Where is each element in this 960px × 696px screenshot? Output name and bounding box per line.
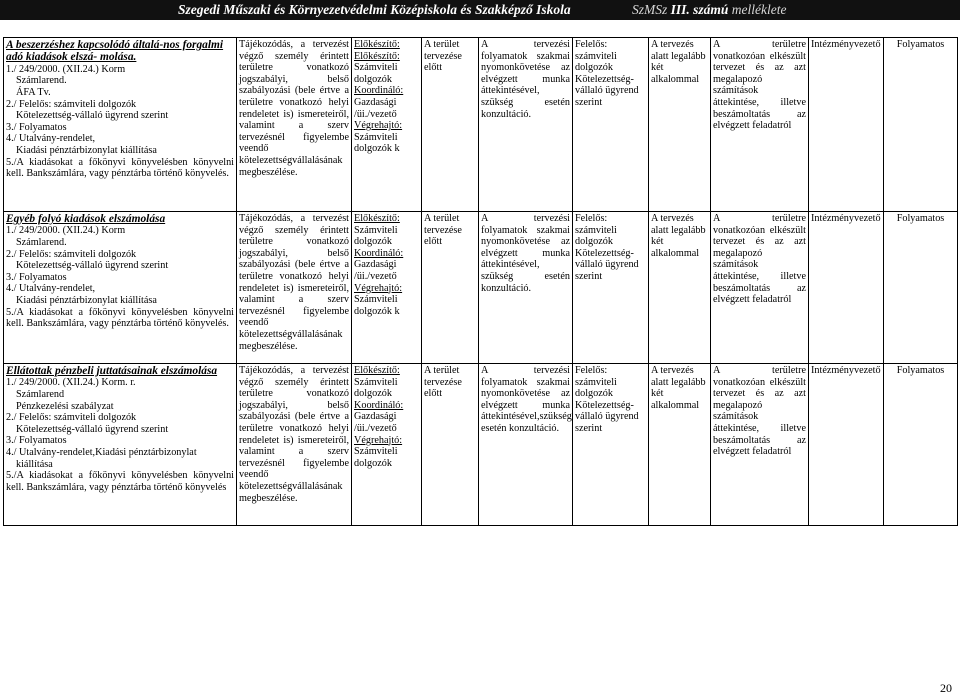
task-line: 4./ Utalvány-rendelet, xyxy=(6,283,96,295)
responsible-cell xyxy=(573,364,649,526)
task-line: ÁFA Tv. xyxy=(16,87,51,98)
role-line: Előkészítő: xyxy=(354,213,400,224)
frequency-text: Folyamatos xyxy=(896,213,945,224)
task-line: 3./ Folyamatos xyxy=(6,121,67,133)
responsible-line: vállaló ügyrend xyxy=(575,411,639,423)
role-line: Gazdasági xyxy=(354,411,397,423)
approval-cell xyxy=(711,212,809,364)
frequency-cell xyxy=(884,38,958,212)
role-line: /üi./vezető xyxy=(354,270,397,282)
head-cell xyxy=(809,364,884,526)
task-line: Számlarend. xyxy=(16,237,67,248)
task-line: 2./ Felelős: számviteli dolgozók xyxy=(6,98,137,110)
responsible-line: szerint xyxy=(575,422,603,434)
task-line: Számlarend xyxy=(16,389,65,400)
role-line: Gazdasági xyxy=(354,96,397,108)
role-line: dolgozók xyxy=(354,388,392,400)
task-line: 1./ 249/2000. (XII.24.) Korm xyxy=(6,63,126,75)
approval-cell xyxy=(711,38,809,212)
table-row xyxy=(4,38,958,212)
task-line: 1./ 249/2000. (XII.24.) Korm xyxy=(6,225,126,237)
monitoring-cell xyxy=(479,212,573,364)
task-line: 1./ 249/2000. (XII.24.) Korm. r. xyxy=(6,377,136,389)
page-header xyxy=(0,0,960,20)
monitoring-text: A tervezési folyamatok szakmai nyomonkövetése az elvégzett munka áttekintésével,szükség esetén konzultáció. xyxy=(481,365,572,434)
head-text: Intézményvezető xyxy=(811,39,881,50)
approval-text: A területre vonatkozóan elkészült tervezet és az azt megalapozó számítások áttekintése, illetve beszámoltatás az elvégzett feladatról xyxy=(713,365,806,458)
role-line: dolgozók k xyxy=(354,143,400,155)
frequency-text: Folyamatos xyxy=(896,39,945,50)
responsible-line: Felelős: xyxy=(575,213,608,224)
page-number: 20 xyxy=(940,681,952,695)
timing-cell xyxy=(422,212,479,364)
task-line: Kiadási pénztárbizonylat kiállítása xyxy=(16,294,157,306)
information-text: Tájékozódás, a tervezést végző személy érintett területre vonatkozó jogszabályi, belső szabályozási (bele értve a területre vonatkozó helyi rendeletet is) ismereteiről, valamint a szerv tervezésnél figyelembe veendő kötelezettségvállalásának megbeszélése. xyxy=(239,39,349,178)
role-line: Végrehajtó: xyxy=(354,282,403,294)
frequency-text: Folyamatos xyxy=(896,365,945,376)
review-text: A tervezés alatt legalább két alkalommal xyxy=(651,213,706,259)
role-line: Számviteli xyxy=(354,131,398,143)
role-line: Gazdasági xyxy=(354,259,397,271)
role-line: dolgozók xyxy=(354,73,392,85)
monitoring-cell xyxy=(479,38,573,212)
role-line: Előkészítő: xyxy=(354,365,400,376)
task-line: 3./ Folyamatos xyxy=(6,271,67,283)
task-line: Kiadási pénztárbizonylat kiállítása xyxy=(16,144,157,156)
review-cell xyxy=(649,38,711,212)
task-title: Egyéb folyó kiadások elszámolása xyxy=(6,213,166,225)
school-name: Szegedi Műszaki és Környezetvédelmi Középiskola és Szakképző Iskola xyxy=(178,2,571,17)
role-line: Számviteli xyxy=(354,446,398,458)
responsible-line: Kötelezettség- xyxy=(575,247,634,259)
head-cell xyxy=(809,38,884,212)
responsible-line: Felelős: xyxy=(575,39,608,50)
approval-text: A területre vonatkozóan elkészült tervezet és az azt megalapozó számítások áttekintése, illetve beszámoltatás az elvégzett feladatról xyxy=(713,39,806,132)
task-line: 4./ Utalvány-rendelet,Kiadási pénztárbizonylat xyxy=(6,446,197,458)
responsible-line: számviteli xyxy=(575,224,617,236)
role-line: dolgozók xyxy=(354,236,392,248)
task-cell xyxy=(4,38,237,212)
information-text: Tájékozódás, a tervezést végző személy érintett területre vonatkozó jogszabályi, belső szabályozási (bele értve a területre vonatkozó helyi rendeletet is) ismereteiről, valamint a szerv tervezésnél figyelembe veendő kötelezettségvállalásának megbeszélése. xyxy=(239,365,349,504)
responsible-line: számviteli xyxy=(575,50,617,62)
task-line: 5./A kiadásokat a főkönyvi könyvelésben könyvelni kell. Bankszámlára, vagy pénztárba történő könyvelés. xyxy=(6,156,234,180)
role-line: Koordináló: xyxy=(354,399,404,411)
roles-cell xyxy=(352,212,422,364)
responsible-cell xyxy=(573,38,649,212)
information-cell xyxy=(237,38,352,212)
role-line: Végrehajtó: xyxy=(354,434,403,446)
monitoring-text: A tervezési folyamatok szakmai nyomonkövetése az elvégzett munka áttekintésével, szükség esetén konzultáció. xyxy=(481,39,570,120)
head-text: Intézményvezető xyxy=(811,213,881,224)
responsible-line: szerint xyxy=(575,96,603,108)
table-row xyxy=(4,212,958,364)
task-line: 5./A kiadásokat a főkönyvi könyvelésben könyvelni kell. Bankszámlára, vagy pénztárba történő könyvelés xyxy=(6,470,234,493)
task-line: Kötelezettség-vállaló ügyrend szerint xyxy=(16,260,169,272)
monitoring-text: A tervezési folyamatok szakmai nyomonkövetése az elvégzett munka áttekintésével, szükség esetén konzultáció. xyxy=(481,213,570,294)
responsible-line: számviteli xyxy=(575,376,617,388)
head-text: Intézményvezető xyxy=(811,365,881,376)
information-cell xyxy=(237,364,352,526)
role-line: dolgozók k xyxy=(354,305,400,317)
monitoring-cell xyxy=(479,364,573,526)
task-line: Számlarend. xyxy=(16,75,67,87)
role-line: /üi./vezető xyxy=(354,422,397,434)
task-line: 2./ Felelős: számviteli dolgozók xyxy=(6,248,137,260)
frequency-cell xyxy=(884,212,958,364)
responsible-line: dolgozók xyxy=(575,62,613,74)
role-line: /üi./vezető xyxy=(354,108,397,120)
task-line: 3./ Folyamatos xyxy=(6,435,67,447)
task-line: 2./ Felelős: számviteli dolgozók xyxy=(6,412,137,424)
timing-text: A terület tervezése előtt xyxy=(424,39,462,74)
timing-text: A terület tervezése előtt xyxy=(424,365,462,400)
role-line: Koordináló: xyxy=(354,247,404,259)
role-line: Előkészítő: xyxy=(354,50,400,62)
responsible-line: vállaló ügyrend xyxy=(575,85,639,97)
roles-cell xyxy=(352,364,422,526)
role-line: dolgozók xyxy=(354,457,392,469)
roles-cell xyxy=(352,38,422,212)
task-line: 5./A kiadásokat a főkönyvi könyvelésben könyvelni kell. Bankszámlára, vagy pénztárba történő könyvelés. xyxy=(6,306,234,330)
information-text: Tájékozódás, a tervezést végző személy érintett területre vonatkozó jogszabályi, belső szabályozási (bele értve a területre vonatkozó helyi rendeletet is) ismereteiről, valamint a szerv tervezésnél figyelembe veendő kötelezettségvállalásának megbeszélése. xyxy=(239,213,349,352)
responsible-cell xyxy=(573,212,649,364)
responsible-line: szerint xyxy=(575,270,603,282)
role-line: Koordináló: xyxy=(354,85,404,97)
review-text: A tervezés alatt legalább két alkalommal xyxy=(651,365,706,411)
task-line: 4./ Utalvány-rendelet, xyxy=(6,133,96,145)
role-line: Számviteli xyxy=(354,62,398,74)
head-cell xyxy=(809,212,884,364)
timing-cell xyxy=(422,38,479,212)
role-line: Előkészítő: xyxy=(354,39,400,50)
responsible-line: dolgozók xyxy=(575,388,613,400)
control-matrix-table xyxy=(3,37,958,526)
approval-text: A területre vonatkozóan elkészült tervezet és az azt megalapozó számítások áttekintése, illetve beszámoltatás az elvégzett feladatról xyxy=(713,213,806,306)
responsible-line: dolgozók xyxy=(575,236,613,248)
task-line: Pénzkezelési szabályzat xyxy=(16,400,114,412)
approval-cell xyxy=(711,364,809,526)
review-cell xyxy=(649,212,711,364)
task-line: kiállítása xyxy=(16,458,53,470)
responsible-line: Felelős: xyxy=(575,365,608,376)
role-line: Számviteli xyxy=(354,224,398,236)
review-text: A tervezés alatt legalább két alkalommal xyxy=(651,39,706,85)
task-cell xyxy=(4,364,237,526)
responsible-line: vállaló ügyrend xyxy=(575,259,639,271)
information-cell xyxy=(237,212,352,364)
task-line: Kötelezettség-vállaló ügyrend szerint xyxy=(16,110,169,122)
timing-cell xyxy=(422,364,479,526)
timing-text: A terület tervezése előtt xyxy=(424,213,462,248)
task-title: A beszerzéshez kapcsolódó általá-nos forgalmi adó kiadások elszá- molása. xyxy=(6,39,224,64)
table-row xyxy=(4,364,958,526)
responsible-line: Kötelezettség- xyxy=(575,73,634,85)
task-title: Ellátottak pénzbeli juttatásainak elszámolása xyxy=(6,365,218,377)
task-line: Kötelezettség-vállaló ügyrend szerint xyxy=(16,423,169,435)
review-cell xyxy=(649,364,711,526)
role-line: Számviteli xyxy=(354,376,398,388)
role-line: Számviteli xyxy=(354,294,398,306)
responsible-line: Kötelezettség- xyxy=(575,399,634,411)
role-line: Végrehajtó: xyxy=(354,120,403,132)
frequency-cell xyxy=(884,364,958,526)
document-reference: SzMSz III. számú melléklete xyxy=(632,2,787,17)
task-cell xyxy=(4,212,237,364)
